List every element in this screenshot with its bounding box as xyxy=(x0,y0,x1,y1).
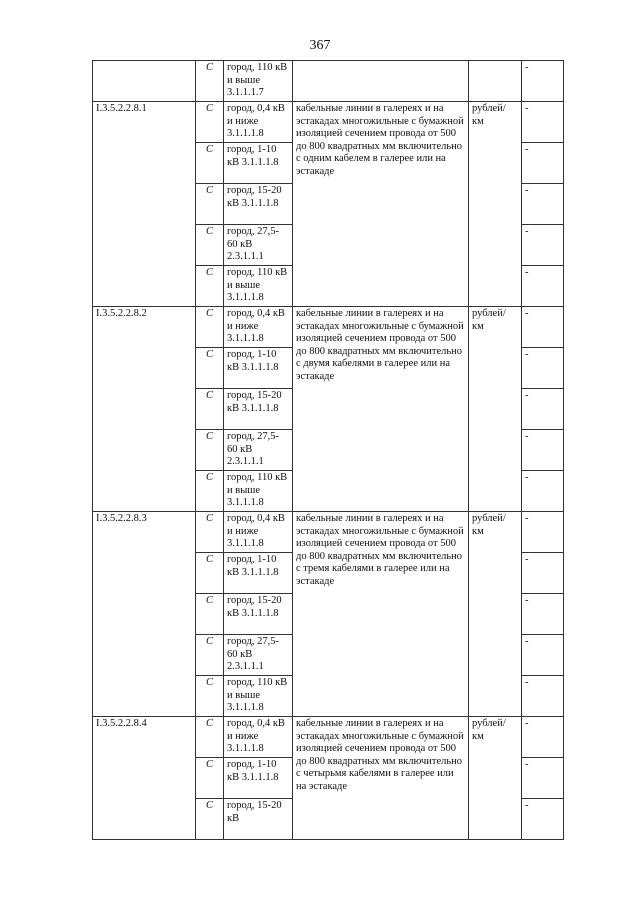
unit-cell: рублей/ км xyxy=(469,717,522,840)
value-cell: - xyxy=(522,799,564,840)
letter-cell: С xyxy=(196,225,224,266)
table-row xyxy=(93,102,564,143)
code-cell: I.3.5.2.2.8.1 xyxy=(93,102,196,307)
city-voltage-cell: город, 1-10 кВ 3.1.1.1.8 xyxy=(224,758,293,799)
letter-cell: С xyxy=(196,184,224,225)
city-voltage-cell: город, 27,5-60 кВ 2.3.1.1.1 xyxy=(224,635,293,676)
letter-cell: С xyxy=(196,430,224,471)
description-cell: кабельные линии в галереях и на эстакадах многожильные с бумажной изоляцией сечением провода от 500 до 800 квадратных мм включительно с четырьмя кабелями в галерее или на эстакаде xyxy=(293,717,469,840)
value-cell: - xyxy=(522,102,564,143)
city-voltage-cell: город, 15-20 кВ 3.1.1.1.8 xyxy=(224,594,293,635)
city-voltage-cell: город, 27,5-60 кВ 2.3.1.1.1 xyxy=(224,225,293,266)
city-voltage-cell: город, 1-10 кВ 3.1.1.1.8 xyxy=(224,143,293,184)
code-cell xyxy=(93,61,196,102)
letter-cell: С xyxy=(196,717,224,758)
unit-cell: рублей/ км xyxy=(469,102,522,307)
unit-cell: рублей/ км xyxy=(469,307,522,512)
city-voltage-cell: город, 110 кВ и выше 3.1.1.1.8 xyxy=(224,266,293,307)
letter-cell: С xyxy=(196,266,224,307)
city-voltage-cell: город, 0,4 кВ и ниже 3.1.1.1.8 xyxy=(224,102,293,143)
letter-cell: С xyxy=(196,143,224,184)
value-cell: - xyxy=(522,184,564,225)
letter-cell: С xyxy=(196,635,224,676)
table-row xyxy=(93,512,564,553)
city-voltage-cell: город, 0,4 кВ и ниже 3.1.1.1.8 xyxy=(224,307,293,348)
letter-cell: С xyxy=(196,676,224,717)
table-row-continued xyxy=(93,61,564,102)
value-cell: - xyxy=(522,61,564,102)
letter-cell: С xyxy=(196,307,224,348)
city-voltage-cell: город, 110 кВ и выше 3.1.1.1.7 xyxy=(224,61,293,102)
letter-cell: С xyxy=(196,471,224,512)
letter-cell: С xyxy=(196,553,224,594)
tariff-table xyxy=(92,60,564,840)
code-cell: I.3.5.2.2.8.2 xyxy=(93,307,196,512)
description-cell: кабельные линии в галереях и на эстакадах многожильные с бумажной изоляцией сечением провода от 500 до 800 квадратных мм включительно с тремя кабелями в галерее или на эстакаде xyxy=(293,512,469,717)
value-cell: - xyxy=(522,553,564,594)
value-cell: - xyxy=(522,430,564,471)
value-cell: - xyxy=(522,471,564,512)
code-cell: I.3.5.2.2.8.3 xyxy=(93,512,196,717)
value-cell: - xyxy=(522,594,564,635)
city-voltage-cell: город, 27,5-60 кВ 2.3.1.1.1 xyxy=(224,430,293,471)
letter-cell: С xyxy=(196,594,224,635)
value-cell: - xyxy=(522,512,564,553)
city-voltage-cell: город, 1-10 кВ 3.1.1.1.8 xyxy=(224,348,293,389)
letter-cell: С xyxy=(196,61,224,102)
value-cell: - xyxy=(522,225,564,266)
value-cell: - xyxy=(522,348,564,389)
letter-cell: С xyxy=(196,348,224,389)
description-cell: кабельные линии в галереях и на эстакадах многожильные с бумажной изоляцией сечением провода от 500 до 800 квадратных мм включительно с двумя кабелями в галерее или на эстакаде xyxy=(293,307,469,512)
value-cell: - xyxy=(522,143,564,184)
page-number: 367 xyxy=(309,38,331,53)
letter-cell: С xyxy=(196,799,224,840)
table-row xyxy=(93,307,564,348)
city-voltage-cell: город, 110 кВ и выше 3.1.1.1.8 xyxy=(224,676,293,717)
city-voltage-cell: город, 15-20 кВ xyxy=(224,799,293,840)
table-row xyxy=(93,717,564,758)
value-cell: - xyxy=(522,307,564,348)
description-cell: кабельные линии в галереях и на эстакадах многожильные с бумажной изоляцией сечением провода от 500 до 800 квадратных мм включительно с одним кабелем в галерее или на эстакаде xyxy=(293,102,469,307)
description-cell xyxy=(293,61,469,102)
letter-cell: С xyxy=(196,512,224,553)
value-cell: - xyxy=(522,758,564,799)
value-cell: - xyxy=(522,717,564,758)
tariff-table-body xyxy=(93,61,564,840)
unit-cell: рублей/ км xyxy=(469,512,522,717)
code-cell: I.3.5.2.2.8.4 xyxy=(93,717,196,840)
letter-cell: С xyxy=(196,389,224,430)
value-cell: - xyxy=(522,389,564,430)
value-cell: - xyxy=(522,676,564,717)
city-voltage-cell: город, 0,4 кВ и ниже 3.1.1.1.8 xyxy=(224,512,293,553)
letter-cell: С xyxy=(196,758,224,799)
city-voltage-cell: город, 110 кВ и выше 3.1.1.1.8 xyxy=(224,471,293,512)
value-cell: - xyxy=(522,266,564,307)
letter-cell: С xyxy=(196,102,224,143)
value-cell: - xyxy=(522,635,564,676)
city-voltage-cell: город, 1-10 кВ 3.1.1.1.8 xyxy=(224,553,293,594)
city-voltage-cell: город, 15-20 кВ 3.1.1.1.8 xyxy=(224,184,293,225)
unit-cell xyxy=(469,61,522,102)
city-voltage-cell: город, 0,4 кВ и ниже 3.1.1.1.8 xyxy=(224,717,293,758)
city-voltage-cell: город, 15-20 кВ 3.1.1.1.8 xyxy=(224,389,293,430)
